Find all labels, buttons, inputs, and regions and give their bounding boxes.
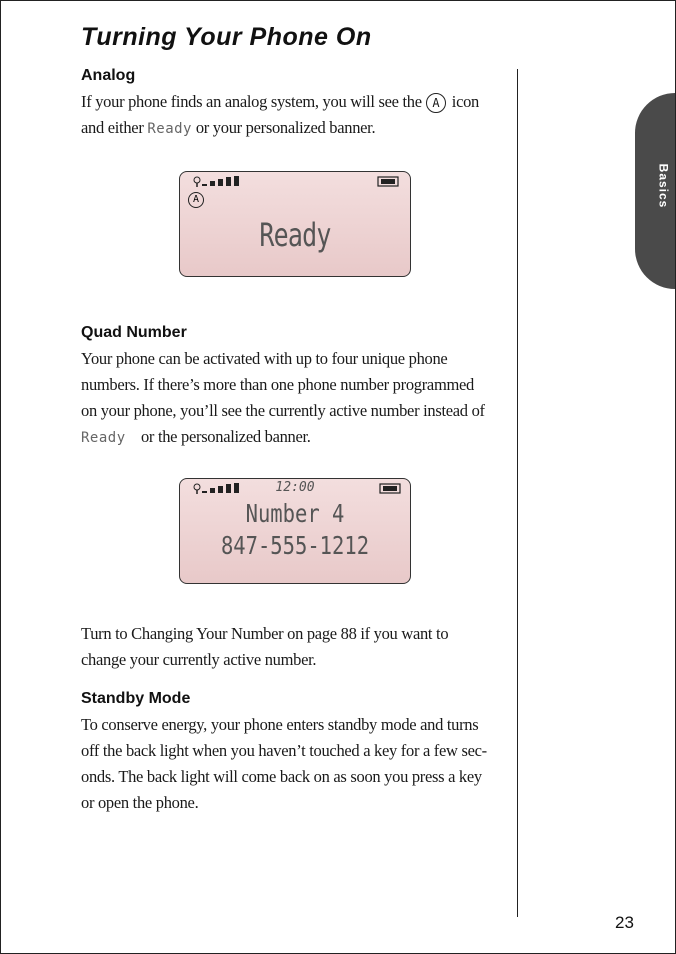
display-ready-text: Ready xyxy=(259,216,331,254)
display-phone-number: 847-555-1212 xyxy=(220,531,370,560)
phone-display-ready xyxy=(179,171,411,277)
signal-strength-icon xyxy=(194,176,239,187)
analog-heading: Analog xyxy=(81,67,136,84)
page-number: 23 xyxy=(615,913,634,932)
turn-to-paragraph: Turn to Changing Your Number on page 88 if you want to change your currently active number. xyxy=(81,624,449,669)
analog-indicator-icon: A xyxy=(188,192,204,208)
display-number-label: Number 4 xyxy=(245,499,345,528)
battery-icon xyxy=(378,177,398,186)
display-clock: 12:00 xyxy=(275,480,315,495)
analog-paragraph: If your phone finds an analog system, you will see the A icon and either Ready or your personalized banner. xyxy=(81,92,479,137)
quad-number-heading: Quad Number xyxy=(81,324,187,341)
page-title: Turning Your Phone On xyxy=(81,23,372,51)
ready-display-text: Ready xyxy=(147,121,192,137)
phone-display-number xyxy=(179,478,411,584)
column-divider xyxy=(517,69,518,917)
analog-a-icon: A xyxy=(426,93,446,113)
section-tab-label: Basics xyxy=(656,163,671,209)
standby-heading: Standby Mode xyxy=(81,690,191,707)
standby-paragraph: To conserve energy, your phone enters standby mode and turns off the back light when you haven’t touched a key for a few sec- onds. The back light will come back on as soon you press a key or open the phone. xyxy=(81,715,487,812)
ready-display-text: Ready xyxy=(81,430,126,446)
quad-number-paragraph: Your phone can be activated with up to four unique phone numbers. If there’s more than one phone number programmed on your phone, you’ll see the currently active number instead of Ready or the personalized banner. xyxy=(81,349,485,446)
